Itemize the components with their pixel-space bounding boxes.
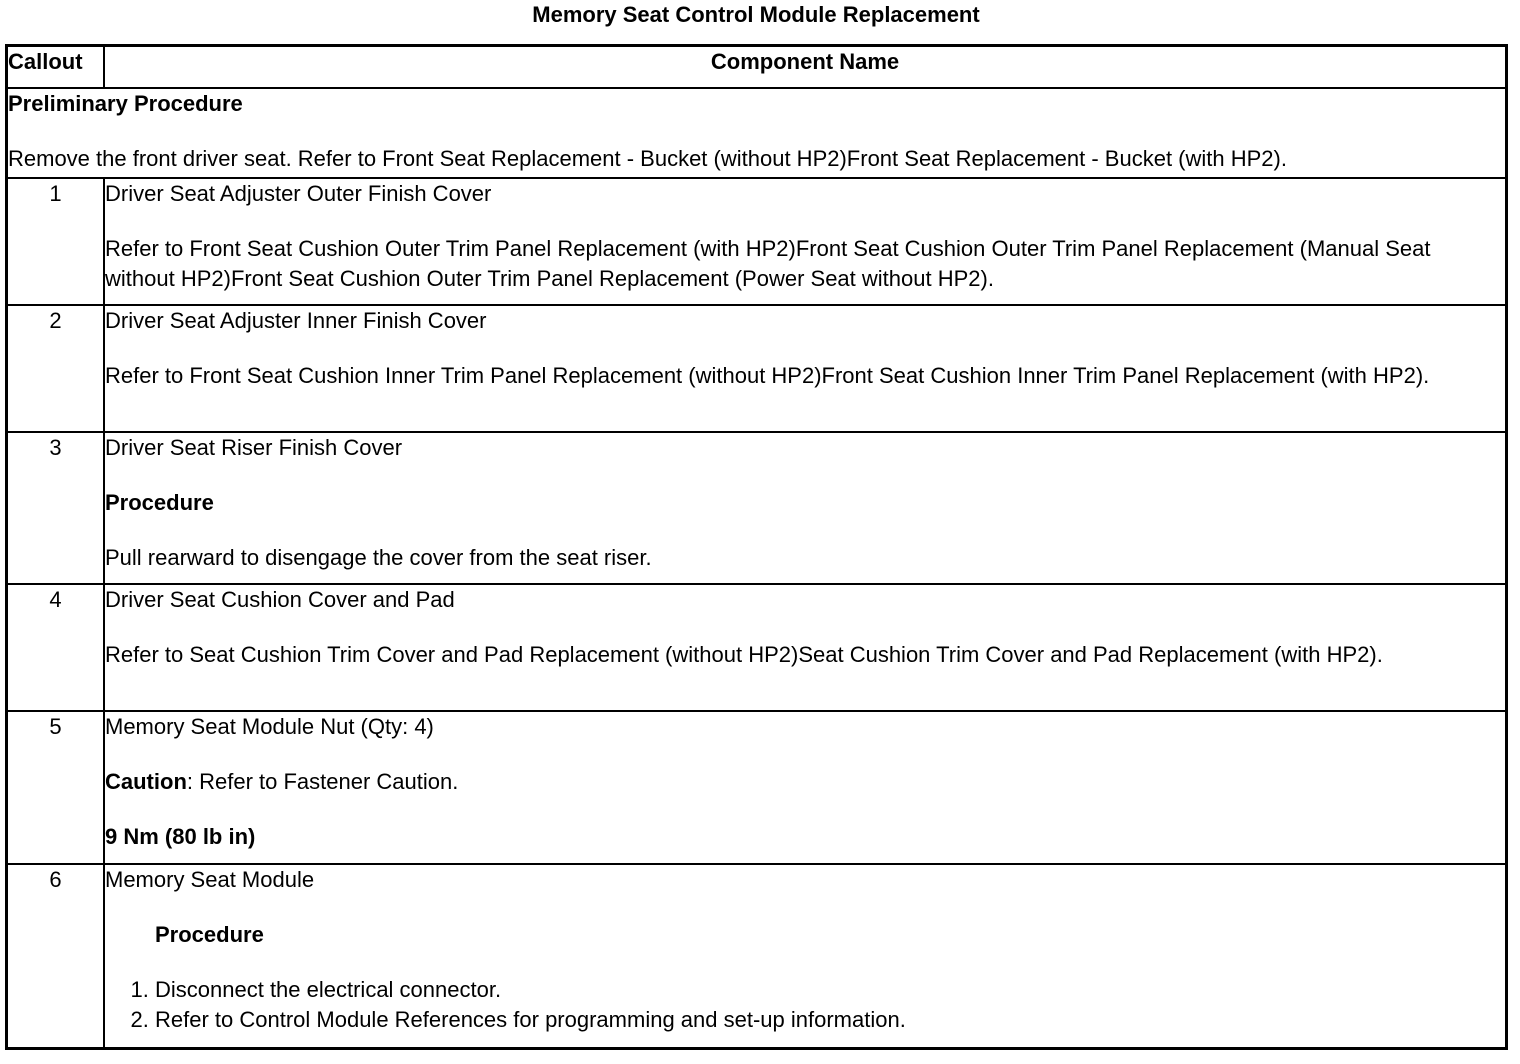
- component-name: Driver Seat Adjuster Outer Finish Cover: [105, 181, 492, 206]
- component-name: Driver Seat Cushion Cover and Pad: [105, 587, 455, 612]
- component-cell: [104, 178, 1507, 305]
- component-name-column-header: Component Name: [104, 46, 1507, 89]
- component-cell: [104, 864, 1507, 1048]
- component-name: Driver Seat Riser Finish Cover: [105, 435, 403, 460]
- table-row: [7, 584, 1507, 711]
- component-name: Driver Seat Adjuster Inner Finish Cover: [105, 308, 487, 333]
- preliminary-heading: Preliminary Procedure: [8, 91, 243, 116]
- component-reference: Refer to Seat Cushion Trim Cover and Pad Replacement (without HP2)Seat Cushion Trim Cover and Pad Replacement (with HP2).: [105, 642, 1383, 667]
- callout-number: 4: [7, 584, 105, 711]
- list-item: 1. Disconnect the electrical connector.: [155, 975, 1505, 1005]
- component-reference: Refer to Front Seat Cushion Inner Trim Panel Replacement (without HP2)Front Seat Cushion Inner Trim Panel Replacement (with HP2).: [105, 363, 1430, 388]
- caution-line: [105, 767, 1505, 797]
- component-cell: [104, 432, 1507, 584]
- callout-number: 6: [7, 864, 105, 1048]
- procedure-table: [5, 44, 1508, 1050]
- callout-number: 5: [7, 711, 105, 864]
- callout-column-header: Callout: [7, 46, 105, 89]
- component-cell: [104, 584, 1507, 711]
- preliminary-row: [7, 88, 1507, 178]
- list-item: 2. Refer to Control Module References for programming and set-up information.: [155, 1005, 1505, 1035]
- table-row: [7, 305, 1507, 432]
- procedure-label: Procedure: [155, 922, 264, 947]
- table-row: [7, 864, 1507, 1048]
- callout-number: 1: [7, 178, 105, 305]
- component-name: Memory Seat Module Nut (Qty: 4): [105, 714, 434, 739]
- table-row: [7, 432, 1507, 584]
- torque-spec: 9 Nm (80 lb in): [105, 824, 256, 849]
- procedure-steps: [105, 975, 1505, 1035]
- caution-text: : Refer to Fastener Caution.: [186, 769, 459, 794]
- component-cell: [104, 711, 1507, 864]
- page-title: Memory Seat Control Module Replacement: [532, 2, 980, 27]
- callout-number: 2: [7, 305, 105, 432]
- table-row: [7, 178, 1507, 305]
- procedure-label: Procedure: [105, 490, 214, 515]
- table-header-row: [7, 46, 1507, 89]
- preliminary-text: Remove the front driver seat. Refer to Front Seat Replacement - Bucket (without HP2)Front Seat Replacement - Bucket (with HP2).: [8, 146, 1287, 171]
- caution-label: Caution: [105, 769, 187, 794]
- table-row: [7, 711, 1507, 864]
- component-cell: [104, 305, 1507, 432]
- procedure-text: Pull rearward to disengage the cover from the seat riser.: [105, 545, 652, 570]
- callout-number: 3: [7, 432, 105, 584]
- component-name: Memory Seat Module: [105, 867, 315, 892]
- component-reference: Refer to Front Seat Cushion Outer Trim Panel Replacement (with HP2)Front Seat Cushion Outer Trim Panel Replacement (Manual Seat without HP2)Front Seat Cushion Outer Trim Panel Replacement (Power Seat without HP2).: [105, 236, 1431, 291]
- preliminary-cell: [7, 88, 1507, 178]
